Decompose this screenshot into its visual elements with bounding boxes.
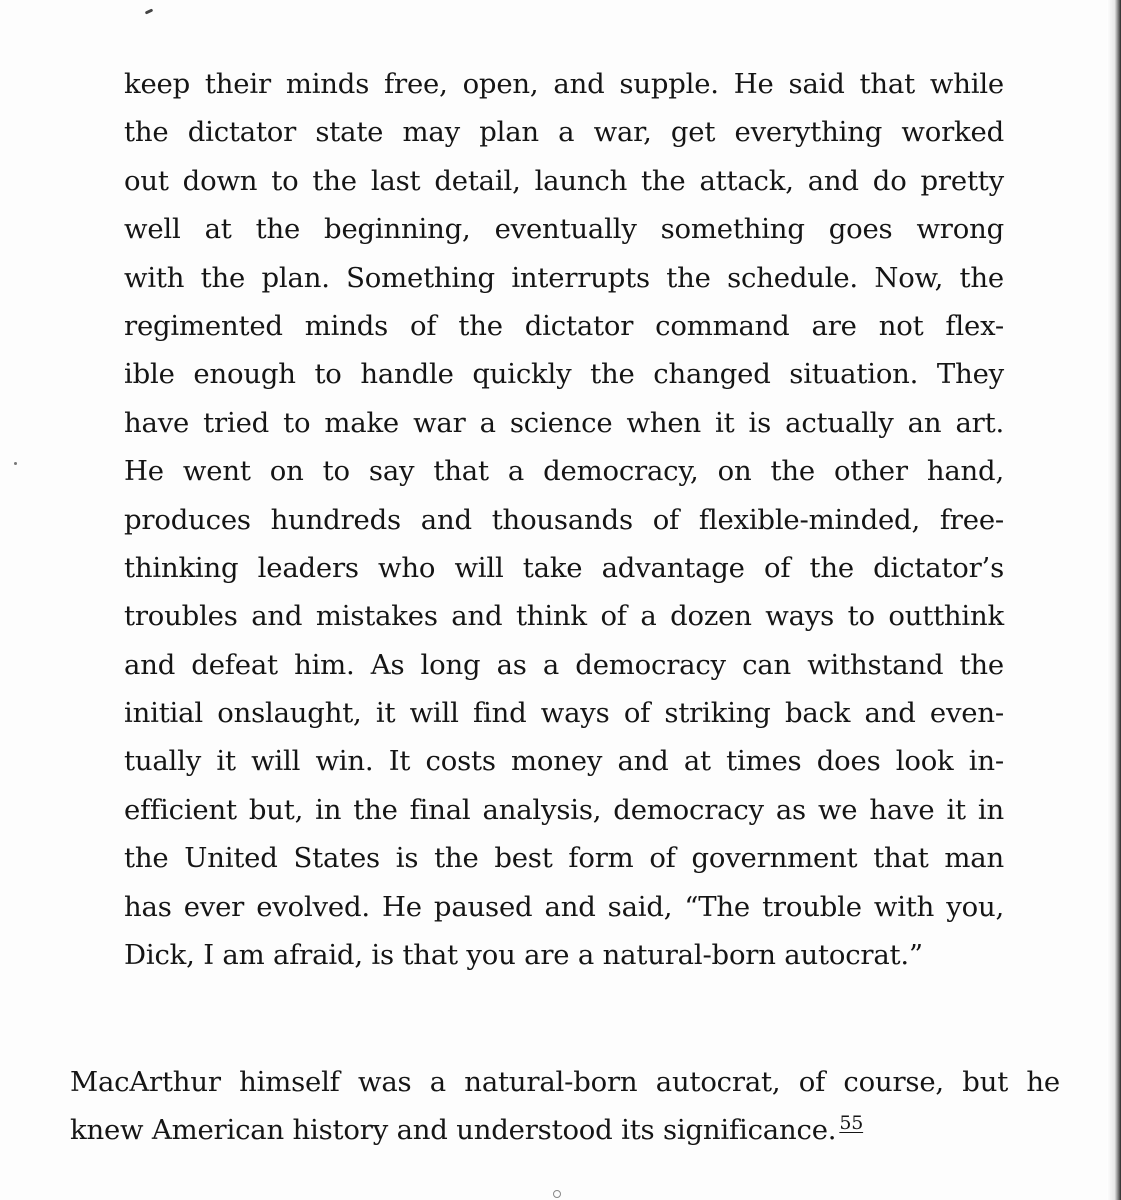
scan-speck bbox=[553, 1190, 561, 1198]
footnote-link[interactable]: 55 bbox=[839, 1112, 864, 1134]
quote-line: tually it will win. It costs money and at times does look in- bbox=[124, 745, 1004, 778]
scan-speck bbox=[145, 8, 154, 14]
quote-line: regimented minds of the dictator command are not flex- bbox=[124, 309, 1004, 342]
quote-line: the dictator state may plan a war, get everything worked bbox=[124, 116, 1004, 149]
quote-line: initial onslaught, it will find ways of striking back and even- bbox=[124, 697, 1004, 730]
quote-line: have tried to make war a science when it is actually an art. bbox=[124, 406, 1004, 439]
quote-line: produces hundreds and thousands of flexible-minded, free- bbox=[124, 503, 1004, 536]
quote-line: out down to the last detail, launch the attack, and do pretty bbox=[124, 164, 1004, 197]
body-paragraph bbox=[70, 1058, 1060, 1154]
quote-line: the United States is the best form of government that man bbox=[124, 842, 1004, 875]
quote-line: Dick, I am afraid, is that you are a natural-born autocrat.” bbox=[124, 939, 923, 972]
quote-line: ible enough to handle quickly the changed situation. They bbox=[124, 358, 1004, 391]
quote-line: with the plan. Something interrupts the schedule. Now, the bbox=[124, 261, 1004, 294]
paragraph-line bbox=[70, 1106, 1060, 1154]
quote-line: keep their minds free, open, and supple. He said that while bbox=[124, 68, 1004, 100]
quote-line: and defeat him. As long as a democracy can withstand the bbox=[124, 648, 1004, 681]
page-edge-shadow bbox=[1107, 0, 1121, 1200]
quote-line: has ever evolved. He paused and said, “The trouble with you, bbox=[124, 890, 1004, 923]
quote-line: efficient but, in the final analysis, democracy as we have it in bbox=[124, 793, 1004, 826]
quote-line: thinking leaders who will take advantage of the dictator’s bbox=[124, 551, 1004, 584]
quote-line: well at the beginning, eventually something goes wrong bbox=[124, 213, 1004, 246]
block-quote bbox=[124, 60, 1004, 979]
quote-line: He went on to say that a democracy, on the other hand, bbox=[124, 455, 1004, 488]
paragraph-line-text: knew American history and understood its significance. bbox=[70, 1114, 837, 1146]
paragraph-line: MacArthur himself was a natural-born autocrat, of course, but he bbox=[70, 1066, 1060, 1098]
scan-speck bbox=[14, 462, 17, 465]
quote-line: troubles and mistakes and think of a dozen ways to outthink bbox=[124, 600, 1004, 633]
